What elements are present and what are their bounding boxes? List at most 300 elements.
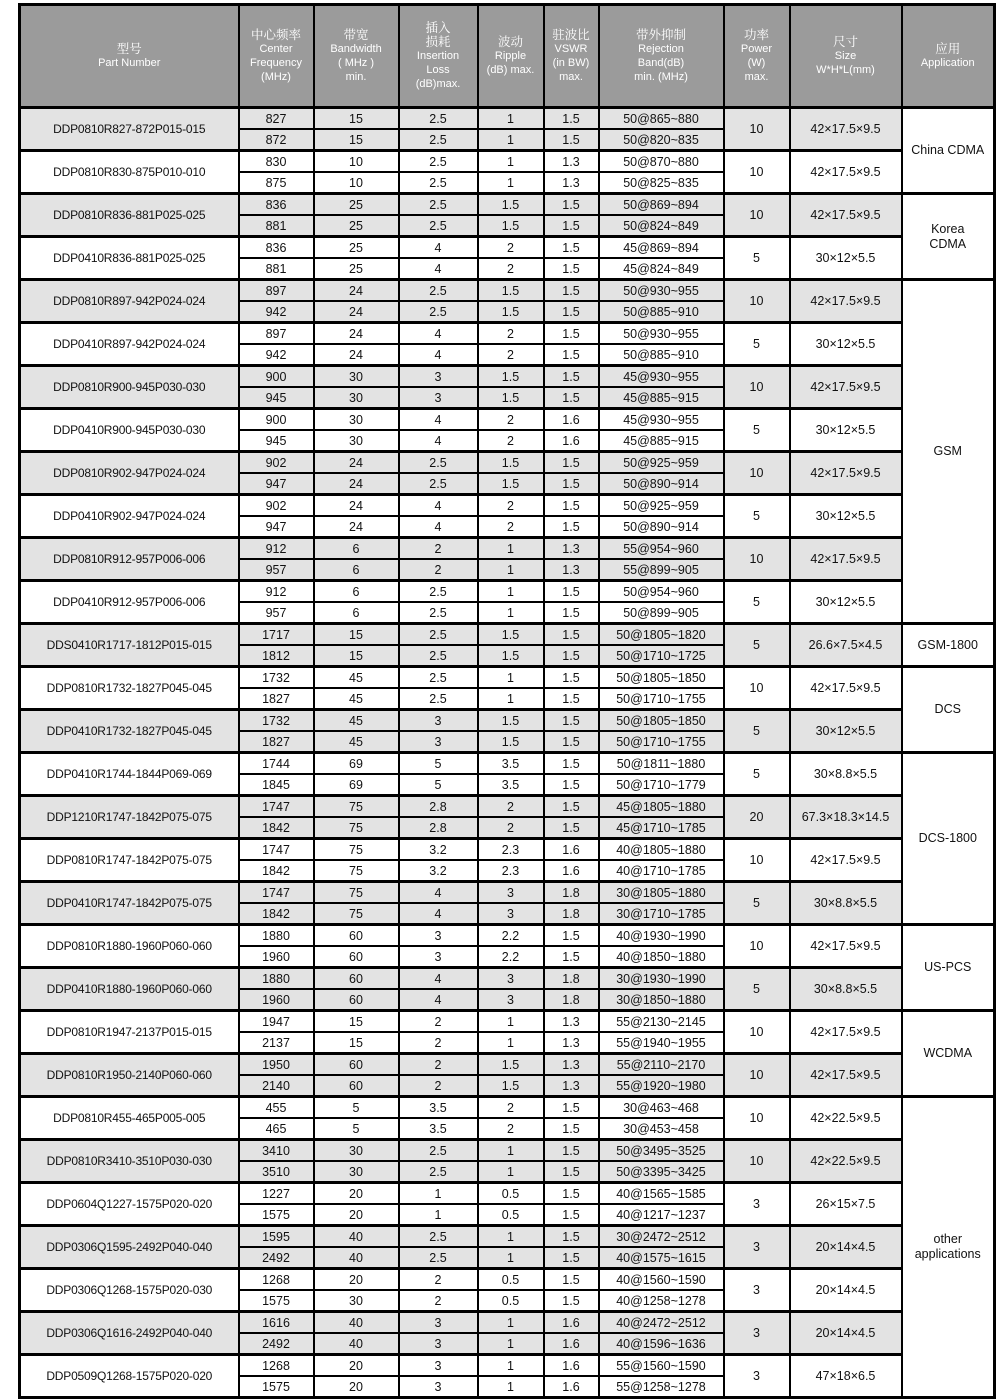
center-frequency-cell: 912 [239, 538, 314, 560]
header-line: Center [259, 43, 293, 55]
vswr-cell: 1.6 [544, 1312, 599, 1334]
insertion-loss-cell: 4 [399, 903, 478, 925]
size-cell: 26.6×7.5×4.5 [790, 624, 902, 667]
bandwidth-cell: 60 [314, 989, 399, 1011]
ripple-cell: 2 [478, 409, 544, 431]
table-row [20, 151, 995, 173]
part-number-cell: DDP0810R1747-1842P075-075 [20, 839, 239, 882]
table-row [20, 1183, 995, 1205]
rejection-cell: 50@1710~1755 [599, 731, 724, 753]
rejection-cell: 55@2110~2170 [599, 1054, 724, 1076]
vswr-cell: 1.5 [544, 516, 599, 538]
ripple-cell: 1 [478, 1312, 544, 1334]
insertion-loss-cell: 2 [399, 1032, 478, 1054]
vswr-cell: 1.8 [544, 882, 599, 904]
table-row [20, 323, 995, 345]
part-number-cell: DDP0306Q1268-1575P020-030 [20, 1269, 239, 1312]
vswr-cell: 1.5 [544, 344, 599, 366]
rejection-cell: 50@3495~3525 [599, 1140, 724, 1162]
insertion-loss-cell: 2.8 [399, 817, 478, 839]
header-line: min. (MHz) [634, 71, 688, 83]
header-line: ( MHz ) [337, 57, 375, 69]
header-line: Ripple [494, 50, 527, 62]
application-cell [902, 624, 995, 667]
vswr-cell: 1.5 [544, 323, 599, 345]
vswr-cell: 1.6 [544, 409, 599, 431]
ripple-cell: 2 [478, 516, 544, 538]
application-label: China CDMA [911, 143, 985, 157]
part-number-cell: DDP0810R897-942P024-024 [20, 280, 239, 323]
vswr-cell: 1.3 [544, 559, 599, 581]
ripple-cell: 1 [478, 1032, 544, 1054]
rejection-cell: 55@1560~1590 [599, 1355, 724, 1377]
insertion-loss-cell: 1 [399, 1204, 478, 1226]
center-frequency-cell: 830 [239, 151, 314, 173]
insertion-loss-cell: 2 [399, 1075, 478, 1097]
rejection-cell: 45@869~894 [599, 237, 724, 259]
ripple-cell: 0.5 [478, 1183, 544, 1205]
table-row [20, 366, 995, 388]
insertion-loss-cell: 2.5 [399, 108, 478, 130]
insertion-loss-cell: 2.5 [399, 581, 478, 603]
header-line: W*H*L(mm) [816, 64, 875, 76]
size-cell: 47×18×6.5 [790, 1355, 902, 1398]
insertion-loss-cell: 4 [399, 430, 478, 452]
part-number-cell: DDP0410R1747-1842P075-075 [20, 882, 239, 925]
center-frequency-cell: 900 [239, 366, 314, 388]
bandwidth-cell: 60 [314, 925, 399, 947]
insertion-loss-cell: 2.5 [399, 280, 478, 302]
bandwidth-cell: 30 [314, 1161, 399, 1183]
table-row [20, 710, 995, 732]
part-number-cell: DDP0410R897-942P024-024 [20, 323, 239, 366]
bandwidth-cell: 15 [314, 1011, 399, 1033]
insertion-loss-cell: 4 [399, 323, 478, 345]
power-cell: 5 [724, 624, 790, 667]
insertion-loss-cell: 3 [399, 1355, 478, 1377]
vswr-cell: 1.5 [544, 237, 599, 259]
rejection-cell: 45@824~849 [599, 258, 724, 280]
table-row [20, 1312, 995, 1334]
vswr-cell: 1.6 [544, 860, 599, 882]
insertion-loss-cell: 3 [399, 387, 478, 409]
size-cell: 30×12×5.5 [790, 237, 902, 280]
center-frequency-cell: 942 [239, 344, 314, 366]
insertion-loss-cell: 2 [399, 1054, 478, 1076]
vswr-cell: 1.5 [544, 1226, 599, 1248]
rejection-cell: 40@1850~1880 [599, 946, 724, 968]
vswr-cell: 1.5 [544, 667, 599, 689]
application-label: Korea [931, 221, 965, 236]
ripple-cell: 1 [478, 1376, 544, 1398]
vswr-cell: 1.5 [544, 817, 599, 839]
insertion-loss-cell: 1 [399, 1183, 478, 1205]
header-line: Part Number [98, 57, 161, 69]
rejection-cell: 40@1258~1278 [599, 1290, 724, 1312]
size-cell: 30×12×5.5 [790, 409, 902, 452]
col-header-application [902, 5, 995, 108]
rejection-cell: 45@1710~1785 [599, 817, 724, 839]
rejection-cell: 50@869~894 [599, 194, 724, 216]
header-line: (W) [747, 57, 766, 69]
insertion-loss-cell: 3 [399, 366, 478, 388]
power-cell: 5 [724, 581, 790, 624]
power-cell: 20 [724, 796, 790, 839]
size-cell: 42×17.5×9.5 [790, 108, 902, 151]
application-cell [902, 753, 995, 925]
insertion-loss-cell: 2.5 [399, 215, 478, 237]
insertion-loss-cell: 3.2 [399, 860, 478, 882]
center-frequency-cell: 1616 [239, 1312, 314, 1334]
center-frequency-cell: 945 [239, 387, 314, 409]
center-frequency-cell: 947 [239, 516, 314, 538]
center-frequency-cell: 1960 [239, 946, 314, 968]
bandwidth-cell: 75 [314, 903, 399, 925]
ripple-cell: 2 [478, 344, 544, 366]
bandwidth-cell: 24 [314, 452, 399, 474]
rejection-cell: 50@825~835 [599, 172, 724, 194]
center-frequency-cell: 1747 [239, 796, 314, 818]
insertion-loss-cell: 2.5 [399, 1247, 478, 1269]
bandwidth-cell: 24 [314, 516, 399, 538]
vswr-cell: 1.5 [544, 645, 599, 667]
part-number-cell: DDP0410R912-957P006-006 [20, 581, 239, 624]
table-row [20, 796, 995, 818]
center-frequency-cell: 875 [239, 172, 314, 194]
size-cell: 42×17.5×9.5 [790, 839, 902, 882]
header-line: 波动 [497, 35, 523, 49]
bandwidth-cell: 75 [314, 796, 399, 818]
rejection-cell: 50@865~880 [599, 108, 724, 130]
header-line: 应用 [935, 42, 961, 56]
size-cell: 42×17.5×9.5 [790, 538, 902, 581]
bandwidth-cell: 20 [314, 1183, 399, 1205]
bandwidth-cell: 24 [314, 344, 399, 366]
bandwidth-cell: 60 [314, 1054, 399, 1076]
center-frequency-cell: 2492 [239, 1333, 314, 1355]
bandwidth-cell: 40 [314, 1247, 399, 1269]
application-cell [902, 194, 995, 280]
rejection-cell: 50@1710~1755 [599, 688, 724, 710]
bandwidth-cell: 10 [314, 172, 399, 194]
vswr-cell: 1.5 [544, 688, 599, 710]
insertion-loss-cell: 2.5 [399, 151, 478, 173]
table-row [20, 753, 995, 775]
vswr-cell: 1.5 [544, 129, 599, 151]
vswr-cell: 1.5 [544, 473, 599, 495]
table-row [20, 882, 995, 904]
vswr-cell: 1.5 [544, 1118, 599, 1140]
center-frequency-cell: 1268 [239, 1269, 314, 1291]
center-frequency-cell: 945 [239, 430, 314, 452]
center-frequency-cell: 1842 [239, 903, 314, 925]
table-row [20, 194, 995, 216]
part-number-cell: DDS0410R1717-1812P015-015 [20, 624, 239, 667]
vswr-cell: 1.3 [544, 1011, 599, 1033]
part-number-cell: DDP0306Q1616-2492P040-040 [20, 1312, 239, 1355]
rejection-cell: 55@899~905 [599, 559, 724, 581]
bandwidth-cell: 20 [314, 1376, 399, 1398]
insertion-loss-cell: 3 [399, 925, 478, 947]
center-frequency-cell: 836 [239, 194, 314, 216]
bandwidth-cell: 24 [314, 301, 399, 323]
col-header-rejection [599, 5, 724, 108]
ripple-cell: 2 [478, 258, 544, 280]
center-frequency-cell: 1947 [239, 1011, 314, 1033]
ripple-cell: 1 [478, 538, 544, 560]
header-line: 功率 [743, 28, 769, 42]
application-cell [902, 108, 995, 194]
header-line: 带宽 [343, 28, 369, 42]
part-number-cell: DDP0509Q1268-1575P020-020 [20, 1355, 239, 1398]
center-frequency-cell: 897 [239, 280, 314, 302]
rejection-cell: 55@2130~2145 [599, 1011, 724, 1033]
vswr-cell: 1.3 [544, 1054, 599, 1076]
power-cell: 3 [724, 1312, 790, 1355]
vswr-cell: 1.6 [544, 1376, 599, 1398]
center-frequency-cell: 3410 [239, 1140, 314, 1162]
power-cell: 5 [724, 882, 790, 925]
center-frequency-cell: 1744 [239, 753, 314, 775]
ripple-cell: 1.5 [478, 366, 544, 388]
size-cell: 26×15×7.5 [790, 1183, 902, 1226]
ripple-cell: 2.2 [478, 925, 544, 947]
col-header-bandwidth [314, 5, 399, 108]
rejection-cell: 45@930~955 [599, 409, 724, 431]
application-cell [902, 280, 995, 624]
part-number-cell: DDP0410R836-881P025-025 [20, 237, 239, 280]
bandwidth-cell: 15 [314, 129, 399, 151]
application-cell [902, 925, 995, 1011]
vswr-cell: 1.5 [544, 258, 599, 280]
power-cell: 5 [724, 409, 790, 452]
ripple-cell: 1 [478, 1247, 544, 1269]
insertion-loss-cell: 2 [399, 1011, 478, 1033]
ripple-cell: 2 [478, 796, 544, 818]
center-frequency-cell: 2140 [239, 1075, 314, 1097]
rejection-cell: 50@925~959 [599, 452, 724, 474]
center-frequency-cell: 1880 [239, 968, 314, 990]
part-number-cell: DDP0810R3410-3510P030-030 [20, 1140, 239, 1183]
vswr-cell: 1.5 [544, 495, 599, 517]
table-row [20, 839, 995, 861]
size-cell: 30×12×5.5 [790, 710, 902, 753]
bandwidth-cell: 69 [314, 753, 399, 775]
size-cell: 20×14×4.5 [790, 1226, 902, 1269]
vswr-cell: 1.5 [544, 1183, 599, 1205]
table-row [20, 624, 995, 646]
insertion-loss-cell: 4 [399, 495, 478, 517]
header-line: (MHz) [261, 71, 291, 83]
col-header-insertion-loss [399, 5, 478, 108]
rejection-cell: 30@453~458 [599, 1118, 724, 1140]
rejection-cell: 50@1710~1725 [599, 645, 724, 667]
part-number-cell: DDP0810R1950-2140P060-060 [20, 1054, 239, 1097]
insertion-loss-cell: 4 [399, 237, 478, 259]
insertion-loss-cell: 2.5 [399, 1226, 478, 1248]
ripple-cell: 2 [478, 237, 544, 259]
header-row [20, 5, 995, 108]
insertion-loss-cell: 3 [399, 731, 478, 753]
table-row [20, 495, 995, 517]
rejection-cell: 30@463~468 [599, 1097, 724, 1119]
bandwidth-cell: 75 [314, 860, 399, 882]
center-frequency-cell: 957 [239, 559, 314, 581]
ripple-cell: 3 [478, 989, 544, 1011]
table-row [20, 538, 995, 560]
power-cell: 10 [724, 108, 790, 151]
vswr-cell: 1.6 [544, 839, 599, 861]
vswr-cell: 1.5 [544, 1269, 599, 1291]
insertion-loss-cell: 2 [399, 1290, 478, 1312]
bandwidth-cell: 20 [314, 1204, 399, 1226]
rejection-cell: 30@1930~1990 [599, 968, 724, 990]
center-frequency-cell: 3510 [239, 1161, 314, 1183]
ripple-cell: 1.5 [478, 1075, 544, 1097]
ripple-cell: 1.5 [478, 452, 544, 474]
center-frequency-cell: 1747 [239, 839, 314, 861]
header-line: 中心频率 [250, 28, 301, 42]
vswr-cell: 1.3 [544, 538, 599, 560]
insertion-loss-cell: 2.5 [399, 667, 478, 689]
vswr-cell: 1.5 [544, 108, 599, 130]
center-frequency-cell: 1842 [239, 817, 314, 839]
part-number-cell: DDP0810R1947-2137P015-015 [20, 1011, 239, 1054]
rejection-cell: 40@1217~1237 [599, 1204, 724, 1226]
size-cell: 42×17.5×9.5 [790, 452, 902, 495]
vswr-cell: 1.3 [544, 172, 599, 194]
center-frequency-cell: 1827 [239, 731, 314, 753]
bandwidth-cell: 45 [314, 667, 399, 689]
ripple-cell: 0.5 [478, 1204, 544, 1226]
bandwidth-cell: 10 [314, 151, 399, 173]
bandwidth-cell: 60 [314, 968, 399, 990]
center-frequency-cell: 1575 [239, 1290, 314, 1312]
header-line: 带外抑制 [635, 28, 686, 42]
power-cell: 10 [724, 194, 790, 237]
rejection-cell: 55@1258~1278 [599, 1376, 724, 1398]
table-row [20, 452, 995, 474]
size-cell: 42×17.5×9.5 [790, 366, 902, 409]
ripple-cell: 2 [478, 1097, 544, 1119]
header-line: Bandwidth [330, 43, 382, 55]
power-cell: 10 [724, 151, 790, 194]
power-cell: 3 [724, 1183, 790, 1226]
bandwidth-cell: 75 [314, 882, 399, 904]
insertion-loss-cell: 3 [399, 1312, 478, 1334]
power-cell: 10 [724, 1054, 790, 1097]
bandwidth-cell: 15 [314, 1032, 399, 1054]
center-frequency-cell: 1845 [239, 774, 314, 796]
header-line: 损耗 [425, 35, 451, 49]
center-frequency-cell: 836 [239, 237, 314, 259]
size-cell: 42×17.5×9.5 [790, 1011, 902, 1054]
table-row [20, 667, 995, 689]
power-cell: 5 [724, 495, 790, 538]
rejection-cell: 45@885~915 [599, 387, 724, 409]
insertion-loss-cell: 3 [399, 710, 478, 732]
vswr-cell: 1.5 [544, 387, 599, 409]
application-cell [902, 1011, 995, 1097]
vswr-cell: 1.5 [544, 1204, 599, 1226]
power-cell: 10 [724, 538, 790, 581]
bandwidth-cell: 60 [314, 946, 399, 968]
vswr-cell: 1.5 [544, 624, 599, 646]
ripple-cell: 2.2 [478, 946, 544, 968]
insertion-loss-cell: 3 [399, 1333, 478, 1355]
power-cell: 5 [724, 968, 790, 1011]
vswr-cell: 1.5 [544, 452, 599, 474]
center-frequency-cell: 957 [239, 602, 314, 624]
size-cell: 42×17.5×9.5 [790, 151, 902, 194]
rejection-cell: 50@3395~3425 [599, 1161, 724, 1183]
table-row [20, 280, 995, 302]
insertion-loss-cell: 4 [399, 258, 478, 280]
table-row [20, 968, 995, 990]
power-cell: 5 [724, 237, 790, 280]
ripple-cell: 2 [478, 817, 544, 839]
bandwidth-cell: 15 [314, 108, 399, 130]
center-frequency-cell: 1575 [239, 1376, 314, 1398]
col-header-power [724, 5, 790, 108]
ripple-cell: 1 [478, 151, 544, 173]
header-line: 插入 [425, 21, 451, 35]
insertion-loss-cell: 2 [399, 559, 478, 581]
bandwidth-cell: 6 [314, 538, 399, 560]
ripple-cell: 3 [478, 968, 544, 990]
ripple-cell: 2 [478, 495, 544, 517]
insertion-loss-cell: 2.5 [399, 473, 478, 495]
insertion-loss-cell: 4 [399, 968, 478, 990]
vswr-cell: 1.5 [544, 796, 599, 818]
bandwidth-cell: 30 [314, 366, 399, 388]
power-cell: 5 [724, 710, 790, 753]
part-number-cell: DDP1210R1747-1842P075-075 [20, 796, 239, 839]
bandwidth-cell: 45 [314, 710, 399, 732]
center-frequency-cell: 1827 [239, 688, 314, 710]
insertion-loss-cell: 2.5 [399, 129, 478, 151]
vswr-cell: 1.3 [544, 1075, 599, 1097]
center-frequency-cell: 1812 [239, 645, 314, 667]
insertion-loss-cell: 5 [399, 774, 478, 796]
vswr-cell: 1.5 [544, 774, 599, 796]
application-label: DCS-1800 [918, 831, 977, 845]
vswr-cell: 1.5 [544, 581, 599, 603]
ripple-cell: 3 [478, 903, 544, 925]
header-line: Power [740, 43, 773, 55]
vswr-cell: 1.5 [544, 1247, 599, 1269]
header-line: VSWR [554, 43, 588, 55]
ripple-cell: 1.5 [478, 710, 544, 732]
ripple-cell: 1.5 [478, 387, 544, 409]
application-cell [902, 667, 995, 753]
application-label: GSM [933, 444, 962, 458]
vswr-cell: 1.5 [544, 753, 599, 775]
center-frequency-cell: 881 [239, 215, 314, 237]
header-line: 驻波比 [552, 28, 590, 42]
header-line: Frequency [250, 57, 302, 69]
power-cell: 10 [724, 1011, 790, 1054]
ripple-cell: 1 [478, 1161, 544, 1183]
table-row [20, 1011, 995, 1033]
bandwidth-cell: 15 [314, 645, 399, 667]
ripple-cell: 1 [478, 667, 544, 689]
insertion-loss-cell: 3.2 [399, 839, 478, 861]
insertion-loss-cell: 3 [399, 946, 478, 968]
header-line: Loss [426, 64, 450, 76]
rejection-cell: 40@1710~1785 [599, 860, 724, 882]
header-line: max. [559, 71, 583, 83]
